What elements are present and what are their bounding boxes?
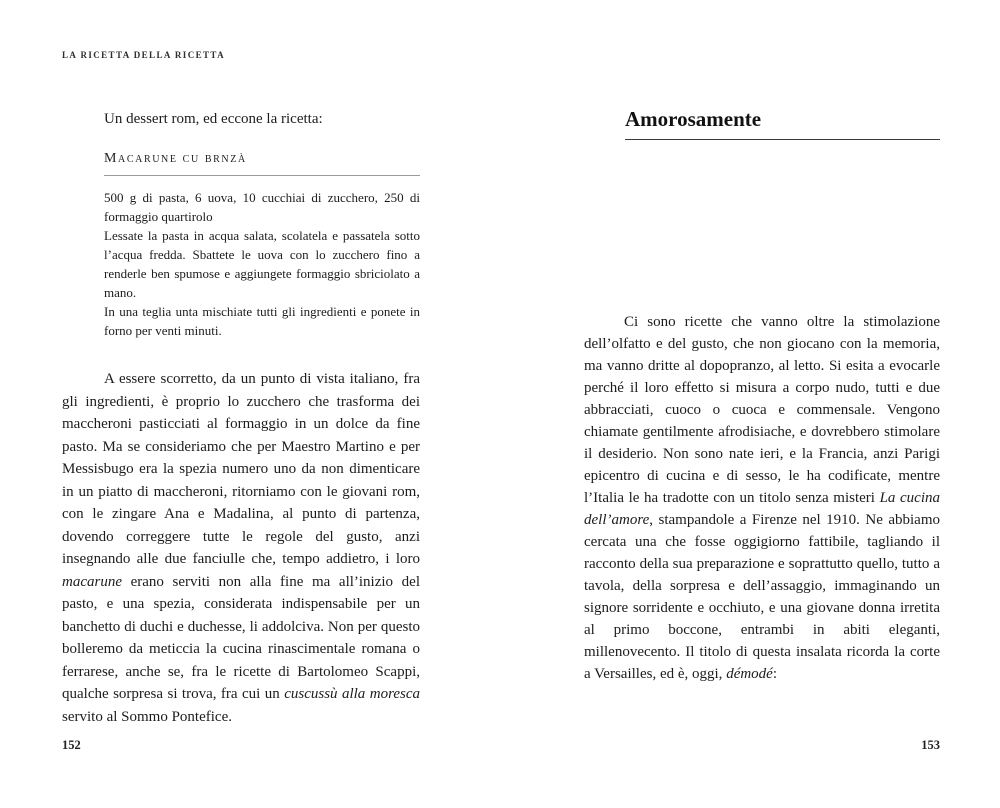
left-page-content	[62, 108, 420, 743]
intro-paragraph: Un dessert rom, ed eccone la ricetta:	[104, 111, 323, 127]
recipe-line-step-1: Lessate la pasta in acqua salata, scolatela e passatela sotto l’acqua fredda. Sbattete le uova con lo zucchero fino a renderle ben spumose e aggiungete formaggio sbriciolato a mano.	[104, 228, 420, 300]
chapter-title-divider	[625, 139, 940, 140]
recipe-line-ingredients: 500 g di pasta, 6 uova, 10 cucchiai di zucchero, 250 di formaggio quartirolo	[104, 190, 420, 224]
right-body-paragraph: Ci sono ricette che vanno oltre la stimolazione dell’olfatto e del gusto, che non giocano con la memoria, ma vanno dritte al dopopranzo, al letto. Si esita a evocarle perché il loro effetto si misura a corpo nudo, tutti e due abbracciati, cuoco o cuoca e commensale. Vengono chiamate gentilmente afrodisiache, e dovrebbero stimolare il desiderio. Non sono nate ieri, e la Francia, anzi Parigi epicentro di cucina e di sesso, le ha codificate, mentre l’Italia le ha tradotte con un titolo senza misteri La cucina dell’amore, stampandole a Firenze nel 1910. Ne abbiamo cercata una che fosse oggigiorno fattibile, tagliando il racconto della sua preparazione e soprattutto quello, tutto a tavola, della sorpresa e dell’assaggio, immaginando un signore sorridente e occhiuto, e una giovane donna irretita al primo boccone, entrambi in abiti eleganti, millenovecento. Il titolo di questa insalata ricorda la corte a Versailles, ed è, oggi, démodé:	[584, 314, 940, 682]
running-header: LA RICETTA DELLA RICETTA	[62, 50, 226, 60]
recipe-block	[104, 151, 420, 340]
recipe-text	[104, 188, 420, 340]
recipe-title: Macarune cu brnzà	[104, 151, 247, 166]
chapter-title-block	[584, 106, 940, 140]
chapter-title: Amorosamente	[625, 107, 762, 131]
page-number-right: 153	[921, 738, 940, 752]
recipe-divider	[104, 175, 420, 176]
page-number-left: 152	[62, 738, 81, 752]
left-body-paragraph: A essere scorretto, da un punto di vista italiano, fra gli ingredienti, è proprio lo zucchero che trasforma dei maccheroni pasticciati al formaggio in un dolce da fine pasto. Ma se consideriamo che per Maestro Martino e per Messisbugo era la spezia numero uno da non dimenticare in un piatto di maccheroni, ritorniamo con le giovani rom, con le zingare Ana e Madalina, al punto di partenza, dovendo correggere tutte le regole del gusto, anzi insegnando alle due fanciulle che, tempo addietro, i loro macarune erano serviti non alla fine ma all’inizio del pasto, e una spezia, considerata indispensabile per un banchetto di duchi e duchesse, li addolciva. Non per questo bolleremo da meticcia la cucina rinascimentale romana o ferrarese, anche se, fra le ricette di Bartolomeo Scappi, qualche sorpresa si trova, fra cui un cuscussù alla moresca servito al Sommo Pontefice.	[62, 371, 420, 725]
recipe-line-step-2: In una teglia unta mischiate tutti gli ingredienti e ponete in forno per venti minuti.	[104, 304, 420, 338]
